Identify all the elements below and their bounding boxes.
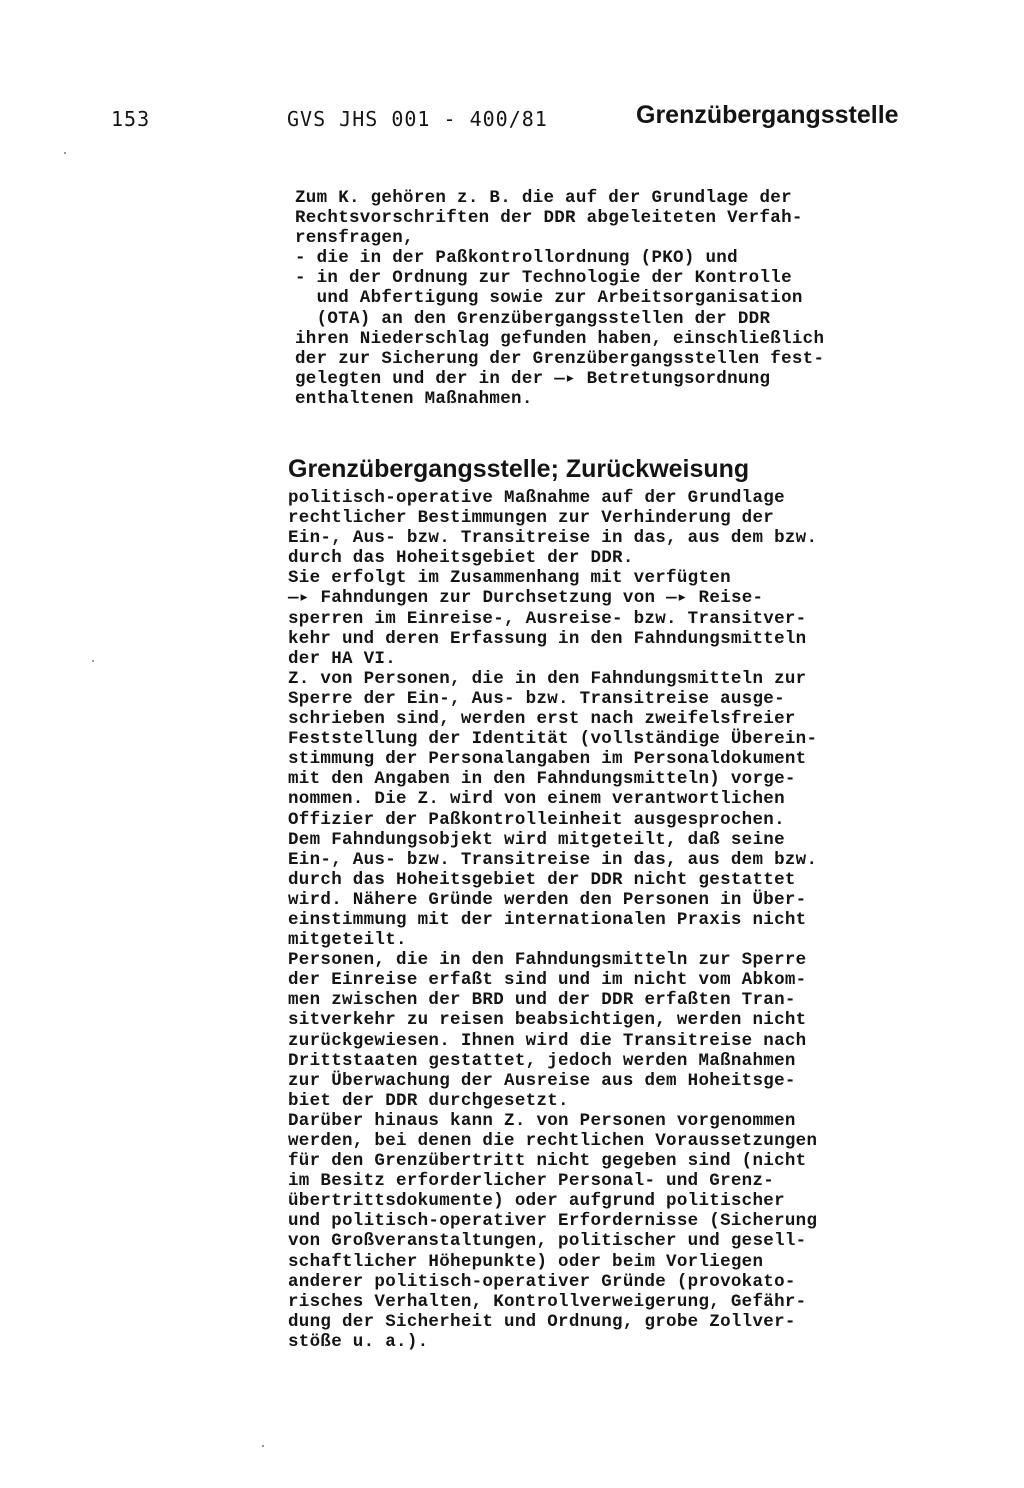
text-line: zur Überwachung der Ausreise aus dem Hoheitsge- xyxy=(288,1070,796,1091)
entry-body-text xyxy=(288,488,817,1352)
text-line: mit den Angaben in den Fahndungsmitteln) vorge- xyxy=(288,769,796,790)
text-line: sitverkehr zu reisen beabsichtigen, werden nicht xyxy=(288,1010,807,1031)
page-number: 153 xyxy=(111,107,151,131)
text-line: mitgeteilt. xyxy=(288,930,407,951)
text-line: zurückgewiesen. Ihnen wird die Transitreise nach xyxy=(288,1030,807,1051)
text-line: dung der Sicherheit und Ordnung, grobe Zollver- xyxy=(288,1311,796,1332)
text-line: schrieben sind, werden erst nach zweifelsfreier xyxy=(288,709,796,730)
text-line: schaftlicher Höhepunkte) oder beim Vorliegen xyxy=(288,1251,764,1272)
document-reference: GVS JHS 001 - 400/81 xyxy=(287,107,548,131)
text-line: rensfragen, xyxy=(295,228,414,249)
text-line: Dem Fahndungsobjekt wird mitgeteilt, daß seine xyxy=(288,829,785,850)
text-line: kehr und deren Erfassung in den Fahndungsmitteln xyxy=(288,628,807,649)
text-line: enthaltenen Maßnahmen. xyxy=(295,388,533,409)
scan-speck xyxy=(92,660,94,662)
text-line: Ein-, Aus- bzw. Transitreise in das, aus dem bzw. xyxy=(288,528,818,549)
text-line: der HA VI. xyxy=(288,648,397,669)
text-line: Feststellung der Identität (vollständige Überein- xyxy=(288,729,818,750)
text-line: men zwischen der BRD und der DDR erfaßten Tran- xyxy=(288,990,796,1011)
running-head: Grenzübergangsstelle xyxy=(636,101,899,129)
continuation-entry-text xyxy=(295,188,824,409)
text-line: rechtlicher Bestimmungen zur Verhinderung der xyxy=(288,508,775,529)
text-line: Personen, die in den Fahndungsmitteln zur Sperre xyxy=(288,950,807,971)
text-line: der Einreise erfaßt sind und im nicht vom Abkom- xyxy=(288,970,807,991)
text-line: ihren Niederschlag gefunden haben, einschließlich xyxy=(295,328,825,349)
text-line: (OTA) an den Grenzübergangsstellen der DDR xyxy=(295,308,771,329)
text-line: - in der Ordnung zur Technologie der Kontrolle xyxy=(295,268,792,289)
text-line: Sperre der Ein-, Aus- bzw. Transitreise ausge- xyxy=(288,688,785,709)
text-line: durch das Hoheitsgebiet der DDR. xyxy=(288,548,634,569)
scan-speck xyxy=(64,152,66,154)
scan-speck xyxy=(262,1445,264,1447)
text-line: im Besitz erforderlicher Personal- und Grenz- xyxy=(288,1171,775,1192)
text-line: Z. von Personen, die in den Fahndungsmitteln zur xyxy=(288,668,807,689)
text-line: Sie erfolgt im Zusammenhang mit verfügten xyxy=(288,568,731,589)
text-line: der zur Sicherung der Grenzübergangsstellen fest- xyxy=(295,348,825,369)
text-line: sperren im Einreise-, Ausreise- bzw. Transitver- xyxy=(288,608,807,629)
text-line: Offizier der Paßkontrolleinheit ausgesprochen. xyxy=(288,809,785,830)
text-line: stimmung der Personalangaben im Personaldokument xyxy=(288,749,807,770)
text-line: Rechtsvorschriften der DDR abgeleiteten Verfah- xyxy=(295,208,803,229)
text-line: einstimmung mit der internationalen Praxis nicht xyxy=(288,909,807,930)
text-line: risches Verhalten, Kontrollverweigerung, Gefähr- xyxy=(288,1291,807,1312)
text-line: für den Grenzübertritt nicht gegeben sind (nicht xyxy=(288,1151,807,1172)
text-line: wird. Nähere Gründe werden den Personen in Über- xyxy=(288,889,807,910)
text-line: von Großveranstaltungen, politischer und gesell- xyxy=(288,1231,807,1252)
text-line: nommen. Die Z. wird von einem verantwortlichen xyxy=(288,789,785,810)
text-line: übertrittsdokumente) oder aufgrund politischer xyxy=(288,1191,785,1212)
entry-heading: Grenzübergangsstelle; Zurückweisung xyxy=(288,455,750,483)
text-line: Ein-, Aus- bzw. Transitreise in das, aus dem bzw. xyxy=(288,849,818,870)
text-line: und politisch-operativer Erfordernisse (Sicherung xyxy=(288,1211,818,1232)
text-line: werden, bei denen die rechtlichen Voraussetzungen xyxy=(288,1131,818,1151)
text-line: und Abfertigung sowie zur Arbeitsorganisation xyxy=(295,288,803,309)
text-line: gelegten und der in der —▸ Betretungsordnung xyxy=(295,368,771,389)
text-line: politisch-operative Maßnahme auf der Grundlage xyxy=(288,488,785,508)
text-line: Darüber hinaus kann Z. von Personen vorgenommen xyxy=(288,1110,796,1131)
text-line: stöße u. a.). xyxy=(288,1331,429,1352)
text-line: biet der DDR durchgesetzt. xyxy=(288,1090,569,1111)
text-line: Drittstaaten gestattet, jedoch werden Maßnahmen xyxy=(288,1050,796,1071)
text-line: Zum K. gehören z. B. die auf der Grundlage der xyxy=(295,188,792,208)
text-line: —▸ Fahndungen zur Durchsetzung von —▸ Reise- xyxy=(288,588,764,609)
text-line: durch das Hoheitsgebiet der DDR nicht gestattet xyxy=(288,869,796,890)
page-header xyxy=(0,101,1024,137)
text-line: - die in der Paßkontrollordnung (PKO) und xyxy=(295,248,738,269)
text-line: anderer politisch-operativer Gründe (provokato- xyxy=(288,1271,796,1292)
